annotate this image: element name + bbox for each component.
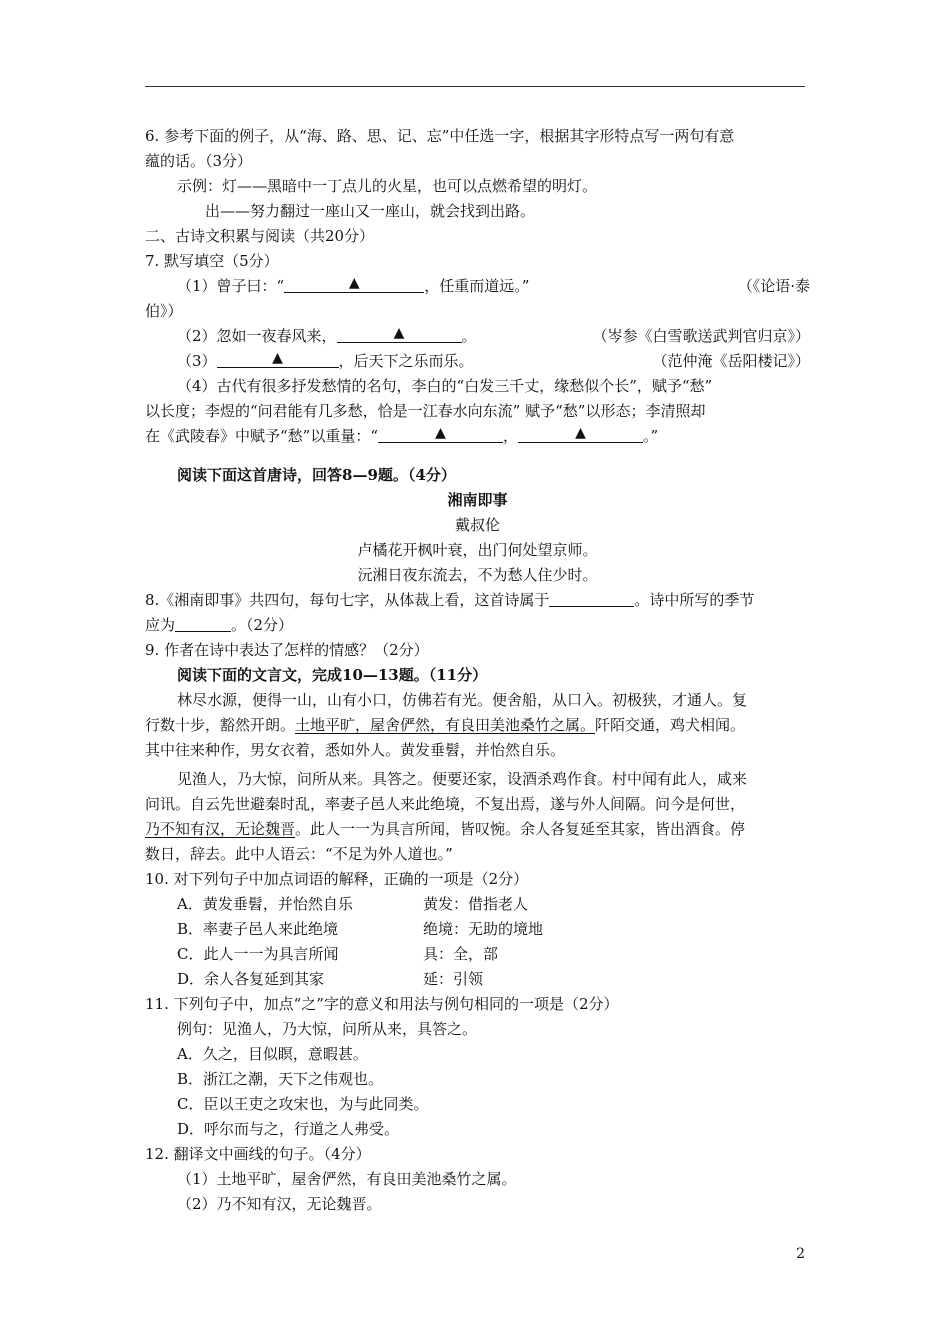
poem-intro: 阅读下面这首唐诗，回答8—9题。（4分） <box>177 466 456 484</box>
prose-p1-l2-pre: 行数十步，豁然开朗。 <box>145 716 296 734</box>
q7-2-prefix: （2）忽如一夜春风来， <box>177 327 337 345</box>
q7-2-suffix: 。 <box>461 327 477 345</box>
q7-1-source: （《论语·泰 <box>737 277 810 295</box>
q12-item-1: （1）土地平旷，屋舍俨然，有良田美池桑竹之属。 <box>177 1170 517 1188</box>
page-number: 2 <box>796 1246 805 1262</box>
q8-suffix-2: 。（2分） <box>231 616 294 634</box>
q11-example: 例句：见渔人，乃大惊，问所从来，具答之。 <box>177 1020 478 1038</box>
triangle-icon: ▲ <box>393 325 405 341</box>
q8-blank-2[interactable] <box>175 615 231 632</box>
q8-prefix-2: 应为 <box>145 616 176 634</box>
prose-p2-l3-post: 。此人一一为具言所闻，皆叹惋。余人各复延至其家，皆出酒食。停 <box>295 820 746 838</box>
q7-3-prefix: （3） <box>177 352 217 370</box>
poem-title: 湘南即事 <box>447 491 508 509</box>
q8-prefix: 8.《湘南即事》共四句，每句七字，从体裁上看，这首诗属于 <box>145 591 550 609</box>
q10-title: 10. 对下列句子中加点词语的解释，正确的一项是（2分） <box>145 870 529 888</box>
q8-line-1 <box>145 588 810 613</box>
section-2-heading: 二、古诗文积累与阅读（共20分） <box>145 227 375 245</box>
poem-line-1: 卢橘花开枫叶衰，出门何处望京师。 <box>357 541 598 559</box>
q11-option-a[interactable]: A．久之，目似瞑，意暇甚。 <box>177 1045 368 1063</box>
prose-p2-line-4: 数日，辞去。此中人语云：“不足为外人道也。” <box>145 845 453 863</box>
q6-example-2: 出——努力翻过一座山又一座山，就会找到出路。 <box>205 202 536 220</box>
q7-item-1 <box>145 274 810 299</box>
q10-option-a[interactable]: A．黄发垂髫，并怡然自乐 黄发：借指老人 <box>177 895 529 913</box>
q7-2-source: （岑参《白雪歌送武判官归京》） <box>592 327 810 345</box>
q7-item-3 <box>145 349 810 374</box>
prose-intro: 阅读下面的文言文，完成10—13题。（11分） <box>177 666 488 684</box>
q7-1-source-cont: 伯》） <box>145 302 183 320</box>
q10-option-d[interactable]: D．余人各复延到其家 延：引领 <box>177 970 484 988</box>
q7-item-4-line-1: （4）古代有很多抒发愁情的名句，李白的“白发三千丈，缘愁似个长”，赋予“愁” <box>177 377 713 395</box>
q6-text-cont: 蕴的话。（3分） <box>145 152 253 170</box>
exam-page <box>145 124 810 1217</box>
prose-p1-l2-post: 阡陌交通，鸡犬相闻。 <box>595 716 746 734</box>
q12-item-2: （2）乃不知有汉，无论魏晋。 <box>177 1195 382 1213</box>
q7-4-blank-1[interactable] <box>378 426 503 443</box>
q11-option-b[interactable]: B．浙江之潮，天下之伟观也。 <box>177 1070 384 1088</box>
q8-blank-1[interactable] <box>549 590 634 607</box>
underlined-sentence-1: 土地平旷，屋舍俨然，有良田美池桑竹之属。 <box>295 716 596 734</box>
q7-item-4-line-3 <box>145 424 810 449</box>
q10-option-c[interactable]: C．此人一一为具言所闻 具：全，部 <box>177 945 499 963</box>
q7-3-blank[interactable] <box>217 351 339 368</box>
q7-item-4-line-2: 以长度；李煜的“问君能有几多愁，恰是一江春水向东流” 赋予“愁”以形态；李清照却 <box>145 402 706 420</box>
q8-line-2 <box>145 613 810 638</box>
triangle-icon: ▲ <box>272 350 283 366</box>
q7-2-blank[interactable] <box>337 326 462 343</box>
q10-option-b[interactable]: B．率妻子邑人来此绝境 绝境：无助的境地 <box>177 920 544 938</box>
poem-line-2: 沅湘日夜东流去，不为愁人住少时。 <box>357 566 598 584</box>
q7-1-blank[interactable] <box>284 276 424 293</box>
q6-example-1: 示例：灯——黑暗中一丁点儿的火星，也可以点燃希望的明灯。 <box>177 177 598 195</box>
q6-text: 6. 参考下面的例子，从“海、路、思、记、忘”中任选一字，根据其字形特点写一两句有意 <box>145 127 735 145</box>
triangle-icon: ▲ <box>348 275 360 291</box>
q7-3-suffix: ，后天下之乐而乐。 <box>338 352 474 370</box>
prose-p2-line-1: 见渔人，乃大惊，问所从来。具答之。便要还家，设酒杀鸡作食。村中闻有此人，咸来 <box>177 770 748 788</box>
q7-4-blank-2[interactable] <box>518 426 643 443</box>
header-rule <box>145 86 805 87</box>
triangle-icon: ▲ <box>435 425 446 441</box>
q7-3-source: （范仲淹《岳阳楼记》） <box>652 352 810 370</box>
q9-text: 9. 作者在诗中表达了怎样的情感？（2分） <box>145 641 429 659</box>
q11-option-d[interactable]: D．呼尔而与之，行道之人弗受。 <box>177 1120 400 1138</box>
q7-4-suffix: 。” <box>643 427 659 445</box>
prose-p2-line-3 <box>145 817 810 842</box>
triangle-icon: ▲ <box>575 425 586 441</box>
q11-option-c[interactable]: C．臣以王吏之攻宋也，为与此同类。 <box>177 1095 429 1113</box>
q7-item-2 <box>145 324 810 349</box>
underlined-sentence-2: 乃不知有汉，无论魏晋 <box>145 820 296 838</box>
prose-p1-line-2 <box>145 713 810 738</box>
q7-1-prefix: （1）曾子曰：“ <box>177 277 285 295</box>
prose-p1-line-1: 林尽水源，便得一山，山有小口，仿佛若有光。便舍船，从口入。初极狭，才通人。复 <box>177 691 748 709</box>
q12-title: 12. 翻译文中画线的句子。（4分） <box>145 1145 371 1163</box>
q7-4-sep: ， <box>503 427 519 445</box>
prose-p1-line-3: 其中往来种作，男女衣着，悉如外人。黄发垂髫，并怡然自乐。 <box>145 741 566 759</box>
q7-1-suffix: ，任重而道远。” <box>424 277 530 295</box>
q7-title: 7. 默写填空（5分） <box>145 252 279 270</box>
prose-p2-line-2: 问讯。自云先世避秦时乱，率妻子邑人来此绝境，不复出焉，遂与外人间隔。问今是何世， <box>145 795 746 813</box>
q11-title: 11. 下列句子中，加点“之”字的意义和用法与例句相同的一项是（2分） <box>145 995 619 1013</box>
q8-suffix: 。诗中所写的季节 <box>634 591 755 609</box>
poem-author: 戴叔伦 <box>454 516 500 534</box>
q7-4-prefix: 在《武陵春》中赋予“愁”以重量：“ <box>145 427 379 445</box>
